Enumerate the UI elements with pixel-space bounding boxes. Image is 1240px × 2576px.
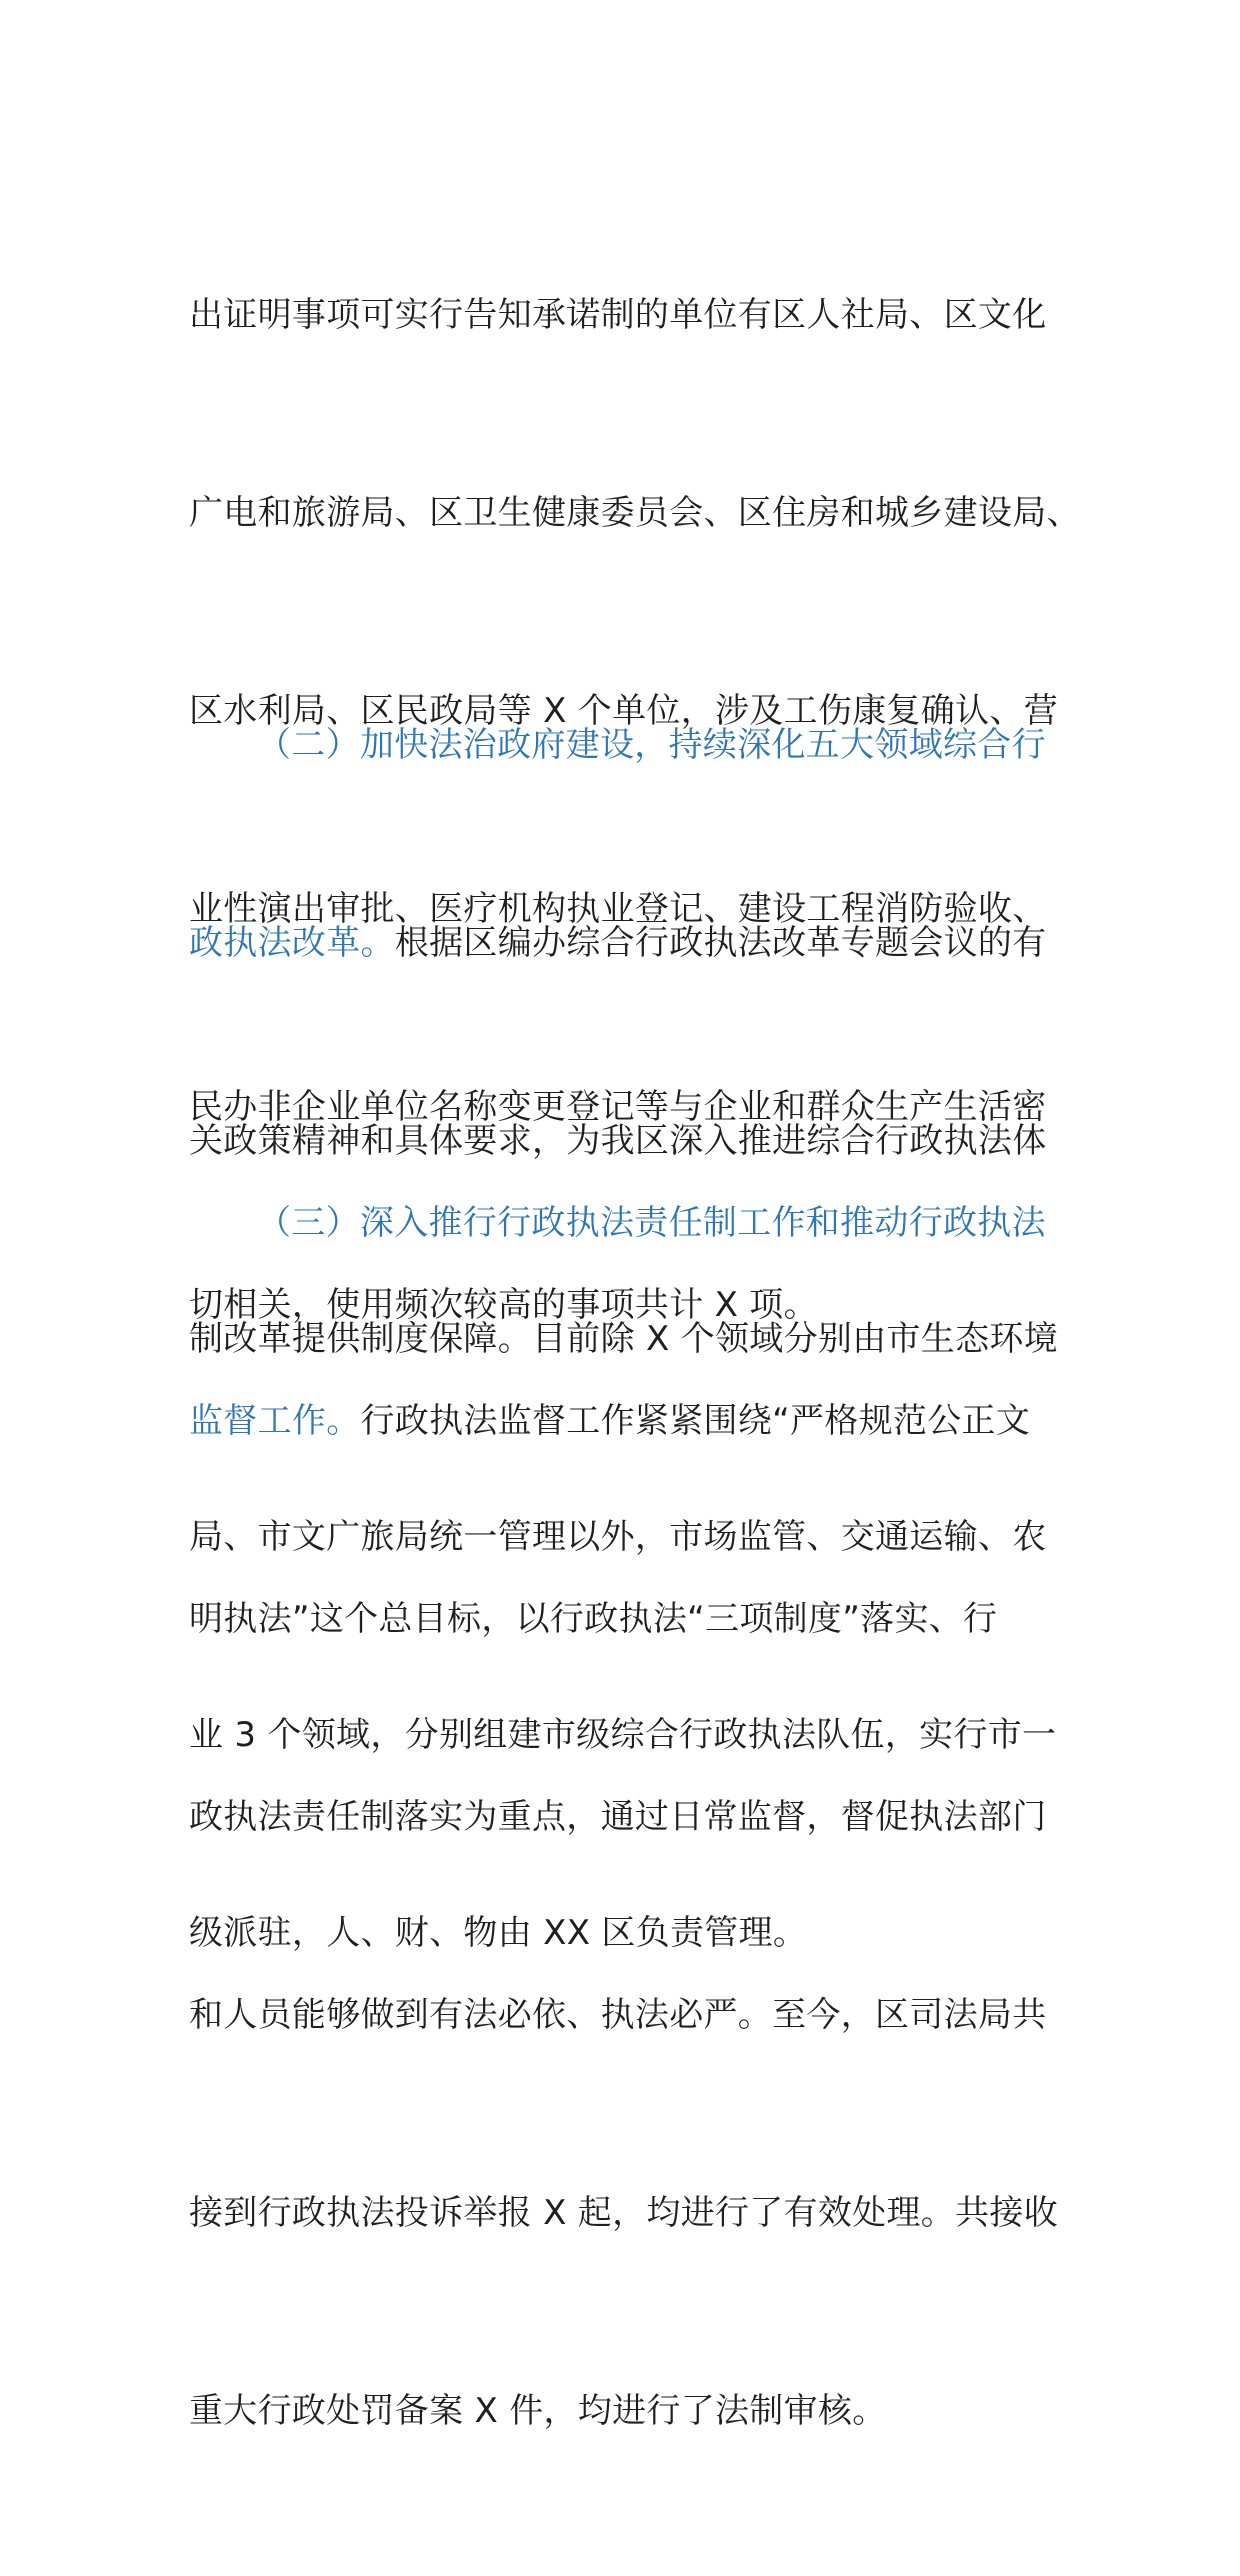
paragraph-1-line: 切相关，使用频次较高的事项共计 X 项。 <box>189 1285 818 1325</box>
paragraph-2-heading-line <box>189 712 1049 778</box>
paragraph-1-line: 出证明事项可实行告知承诺制的单位有区人社局、区文化 <box>189 295 1047 335</box>
paragraph-2-line: 关政策精神和具体要求，为我区深入推进综合行政执法体 <box>189 1121 1047 1161</box>
paragraph-3-body-start: 行政执法监督工作紧紧围绕“严格规范公正文 <box>360 1401 1031 1441</box>
section-heading-2: （二）加快法治政府建设，持续深化五大领域综合行 <box>257 725 1046 765</box>
paragraph-2-mixed-line <box>189 910 1049 976</box>
paragraph-3-mixed-line <box>189 1388 1049 1454</box>
section-heading-3-end: 监督工作。 <box>189 1401 361 1441</box>
paragraph-3-line: 和人员能够做到有法必依、执法必严。至今，区司法局共 <box>189 1995 1047 2035</box>
paragraph-2-body-start: 根据区编办综合行政执法改革专题会议的有 <box>394 923 1047 963</box>
paragraph-2-line: 局、市文广旅局统一管理以外，市场监管、交通运输、农 <box>189 1517 1047 1557</box>
section-heading-3: （三）深入推行行政执法责任制工作和推动行政执法 <box>257 1203 1046 1243</box>
paragraph-3-line: 重大行政处罚备案 X 件，均进行了法制审核。 <box>189 2391 887 2431</box>
paragraph-3-heading-line <box>189 1190 1049 1256</box>
paragraph-1-line: 区水利局、区民政局等 X 个单位，涉及工伤康复确认、营 <box>189 691 1059 731</box>
paragraph-3-line: 政执法责任制落实为重点，通过日常监督，督促执法部门 <box>189 1797 1047 1837</box>
paragraph-3-line: 明执法”这个总目标，以行政执法“三项制度”落实、行 <box>189 1599 998 1639</box>
paragraph-3-line: 接到行政执法投诉举报 X 起，均进行了有效处理。共接收 <box>189 2193 1059 2233</box>
section-heading-2-end: 政执法改革。 <box>189 923 395 963</box>
paragraph-3 <box>189 1058 1059 2576</box>
paragraph-2-line: 级派驻，人、财、物由 XX 区负责管理。 <box>189 1913 808 1953</box>
paragraph-1-line: 民办非企业单位名称变更登记等与企业和群众生产生活密 <box>189 1087 1047 1127</box>
paragraph-2-line: 业 3 个领域，分别组建市级综合行政执法队伍，实行市一 <box>189 1715 1057 1755</box>
paragraph-1-line: 业性演出审批、医疗机构执业登记、建设工程消防验收、 <box>189 889 1047 929</box>
paragraph-2-line: 制改革提供制度保障。目前除 X 个领域分别由市生态环境 <box>189 1319 1059 1359</box>
paragraph-1-line: 广电和旅游局、区卫生健康委员会、区住房和城乡建设局、 <box>189 493 1081 533</box>
